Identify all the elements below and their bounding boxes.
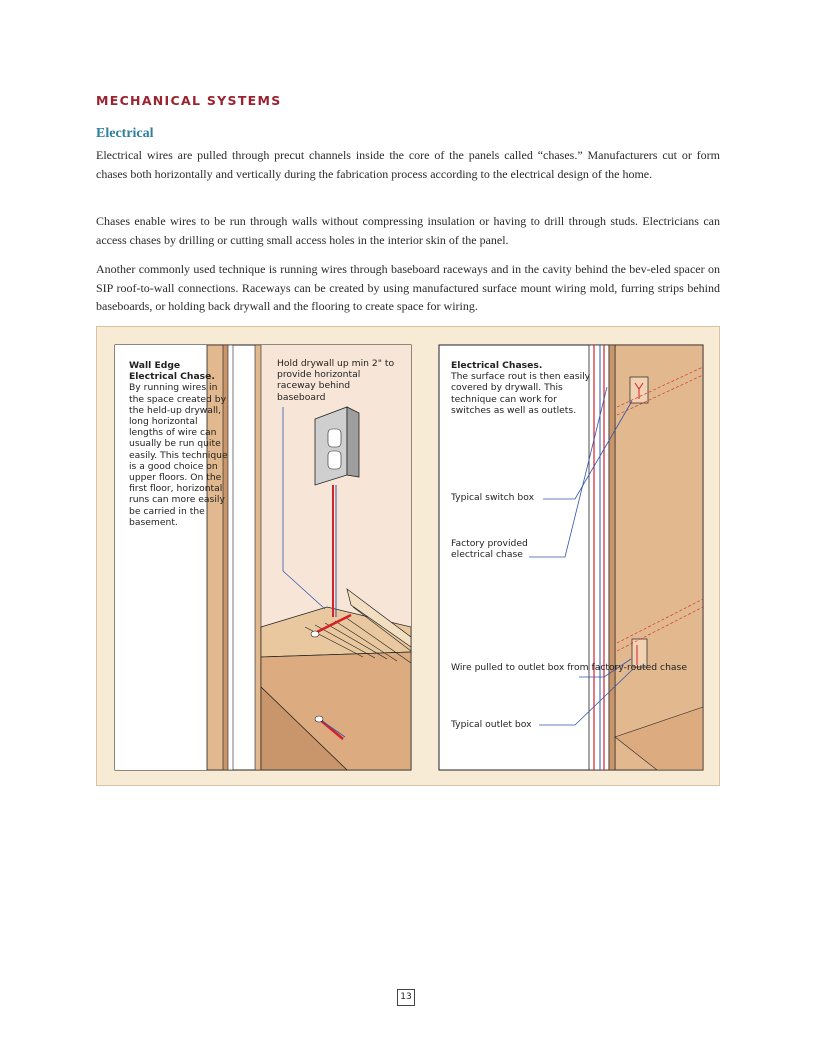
outlet-box-callout: Typical outlet box [451, 719, 532, 730]
wire-pulled-callout: Wire pulled to outlet box from factory-routed chase [451, 662, 687, 673]
wall-edge-caption-body: By running wires in the space created by the held-up drywall, long horizontal lengths of wire can usually be run quite easily. This technique is a good choice on upper floors. On the first floor, horizontal runs can more easily be carried in the basement. [129, 382, 228, 528]
switch-box-callout: Typical switch box [451, 492, 535, 503]
section-title: MECHANICAL SYSTEMS [96, 93, 282, 108]
electrical-chases-caption [451, 360, 591, 416]
wall-edge-caption [129, 360, 229, 528]
subhead-electrical: Electrical [96, 126, 154, 141]
factory-chase-callout: Factory provided electrical chase [451, 538, 528, 561]
electrical-figure [96, 326, 720, 786]
electrical-chases-caption-body: The surface rout is then easily covered by drywall. This technique can work for switches as well as outlets. [451, 371, 591, 416]
wall-edge-caption-title: Wall Edge Electrical Chase. [129, 360, 215, 383]
paragraph-3: Another commonly used technique is running wires through baseboard raceways and in the cavity behind the bev-eled spacer on SIP roof-to-wall connections. Raceways can be created by using manufactured surface mount wiring mold, furring strips behind baseboards, or holding back drywall and the flooring to create space for wiring. [96, 262, 720, 314]
hold-drywall-callout: Hold drywall up min 2" to provide horizontal raceway behind baseboard [277, 358, 395, 403]
paragraph-2: Chases enable wires to be run through walls without compressing insulation or having to drill through studs. Electricians can access chases by drilling or cutting small access holes in the interior skin of the panel. [96, 214, 720, 247]
page-number: 13 [397, 989, 415, 1006]
paragraph-1: Electrical wires are pulled through precut channels inside the core of the panels called “chases.” Manufacturers cut or form chases both horizontally and vertically during the fabrication process according to the electrical design of the home. [96, 148, 720, 181]
electrical-chases-caption-title: Electrical Chases. [451, 360, 543, 371]
